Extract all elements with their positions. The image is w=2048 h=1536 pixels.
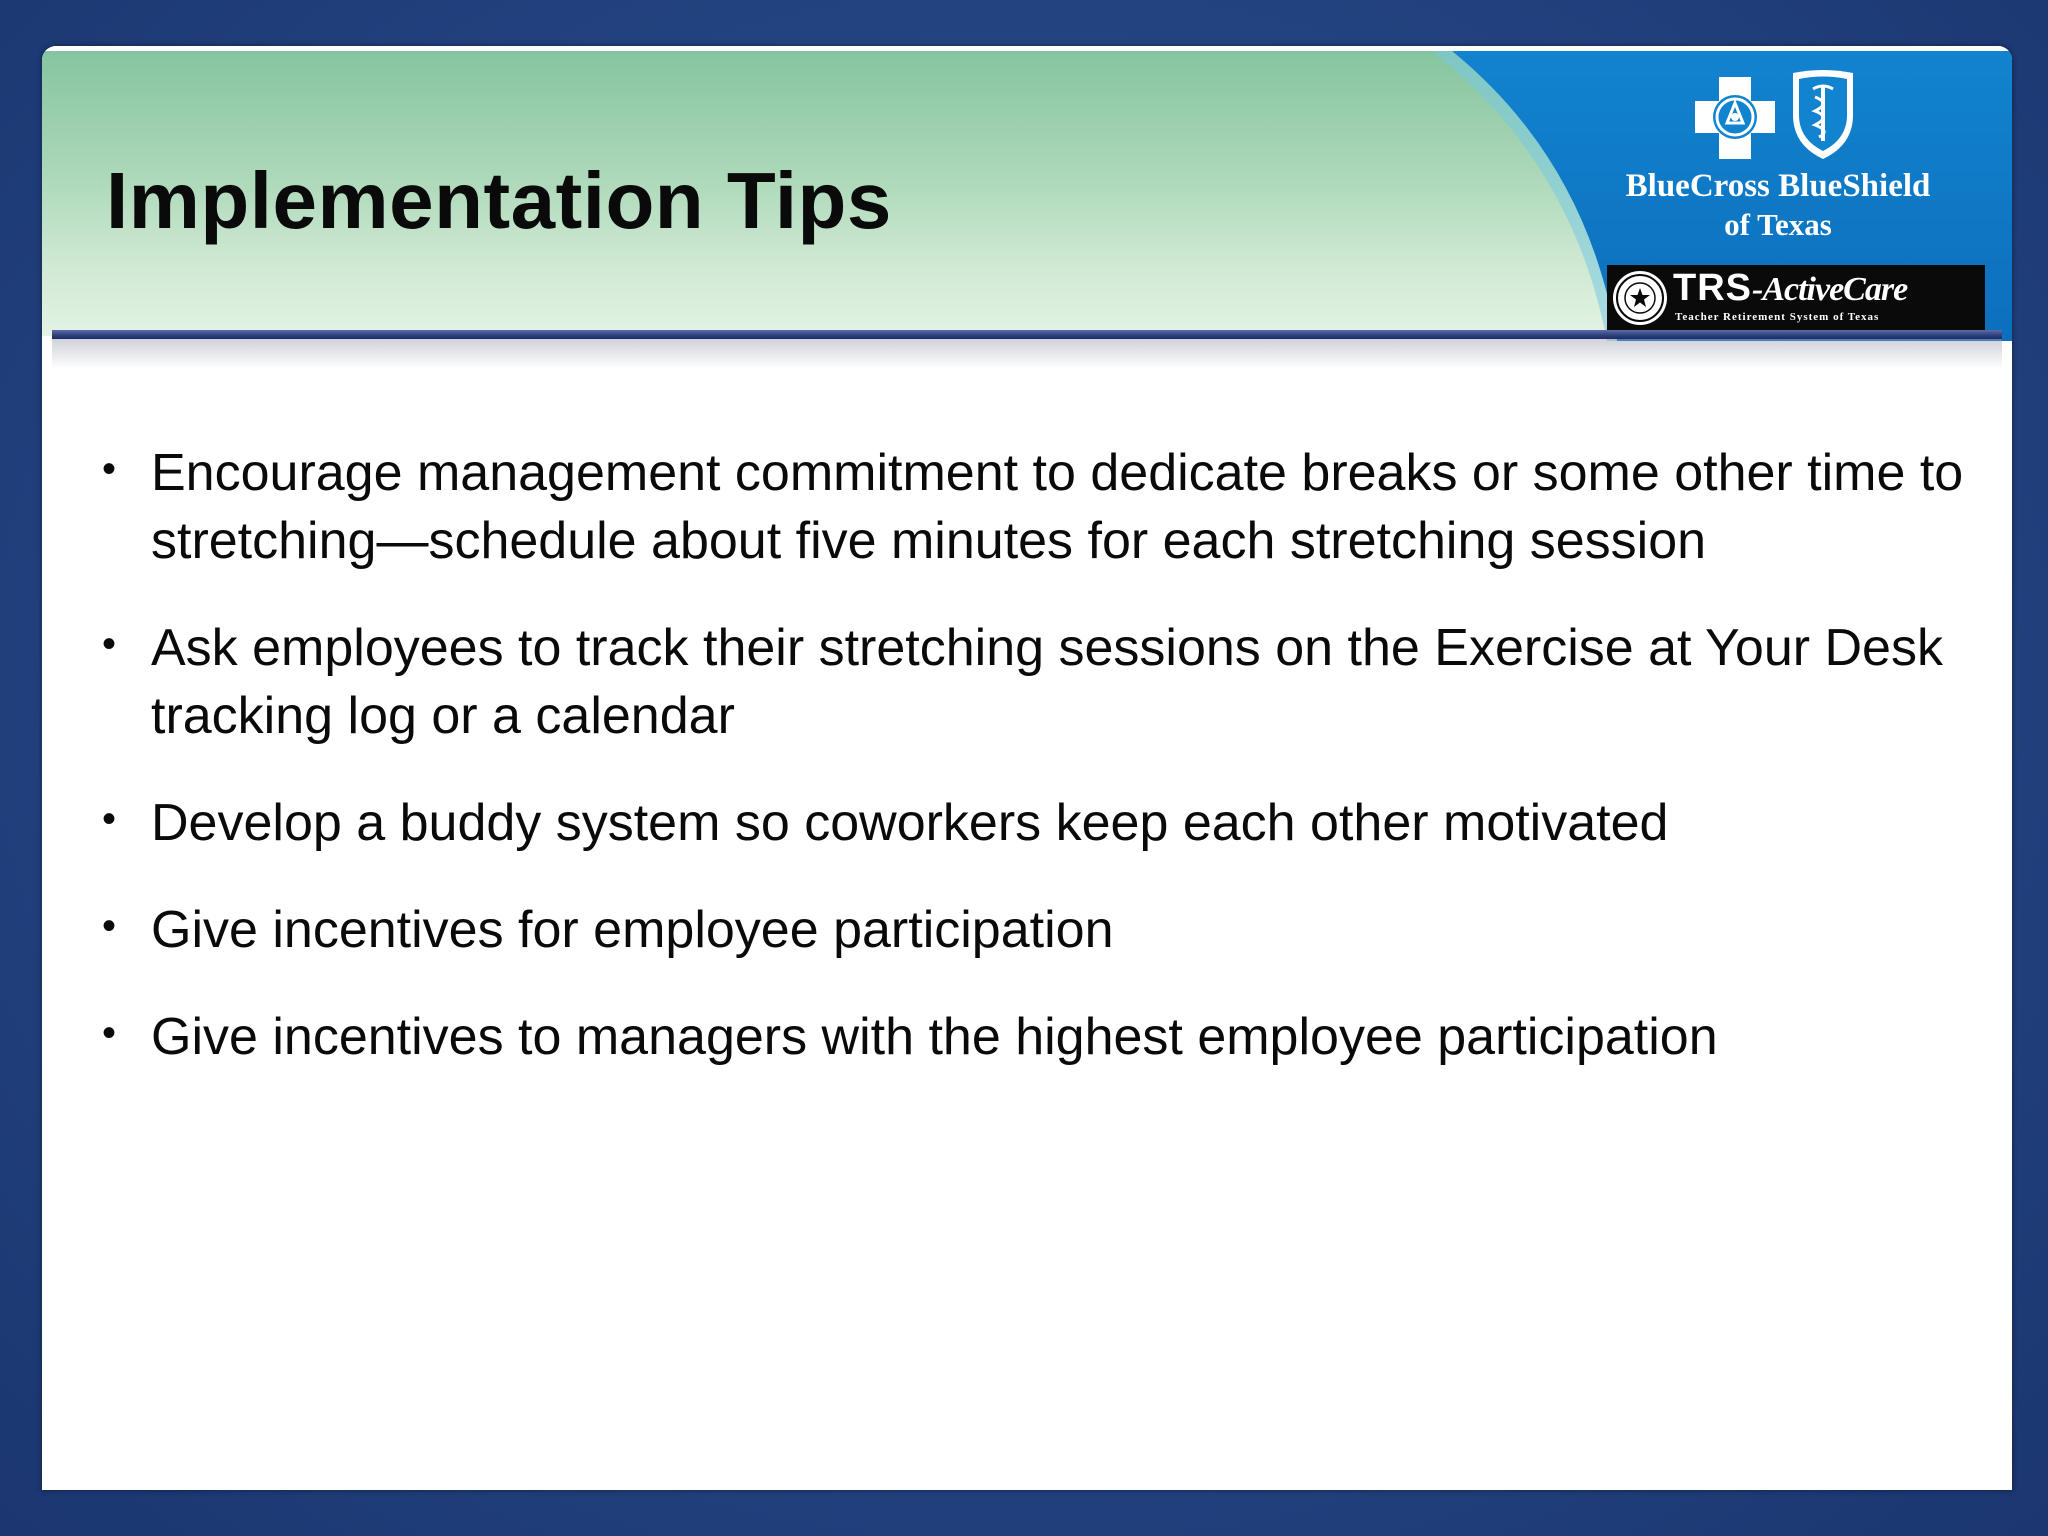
slide — [42, 46, 2012, 1490]
slide-header — [42, 46, 2012, 336]
bullet-dot: • — [102, 1011, 117, 1055]
header-divider-shadow — [52, 339, 2002, 369]
trs-activecare-logo — [1607, 265, 1985, 331]
bullet-dot: • — [102, 904, 117, 948]
bullet-item — [102, 1003, 1982, 1071]
trs-seal-icon — [1611, 269, 1669, 327]
trs-script: -ActiveCare — [1752, 271, 1908, 308]
header-divider — [52, 330, 2002, 339]
blue-shield-icon — [1787, 67, 1859, 163]
bullet-text: Give incentives for employee participation — [151, 901, 1114, 959]
brand-region: of Texas — [1724, 207, 1832, 242]
bullet-text: Ask employees to track their stretching sessions on the Exercise at Your Desk tracking log or a calendar — [151, 619, 1943, 745]
bullet-dot: • — [102, 447, 117, 491]
bullet-item — [102, 614, 1982, 750]
brand-name: BlueCross BlueShield — [1625, 168, 1931, 204]
bullet-dot: • — [102, 622, 117, 666]
bullet-text: Encourage management commitment to dedicate breaks or some other time to stretching—schedule about five minutes for each stretching session — [151, 444, 1964, 570]
trs-wordmark — [1673, 265, 1907, 313]
bullet-item — [102, 789, 1982, 857]
bullet-list — [102, 439, 1982, 1110]
blue-cross-icon — [1691, 73, 1779, 163]
trs-tagline: Teacher Retirement System of Texas — [1675, 311, 1880, 323]
bullet-item — [102, 439, 1982, 575]
brand-logo-group — [1592, 51, 2012, 341]
trs-prefix: TRS — [1673, 267, 1752, 309]
slide-title: Implementation Tips — [106, 156, 892, 245]
bullet-text: Develop a buddy system so coworkers keep each other motivated — [151, 794, 1669, 852]
bullet-dot: • — [102, 797, 117, 841]
bullet-text: Give incentives to managers with the highest employee participation — [151, 1008, 1718, 1066]
bullet-item — [102, 896, 1982, 964]
